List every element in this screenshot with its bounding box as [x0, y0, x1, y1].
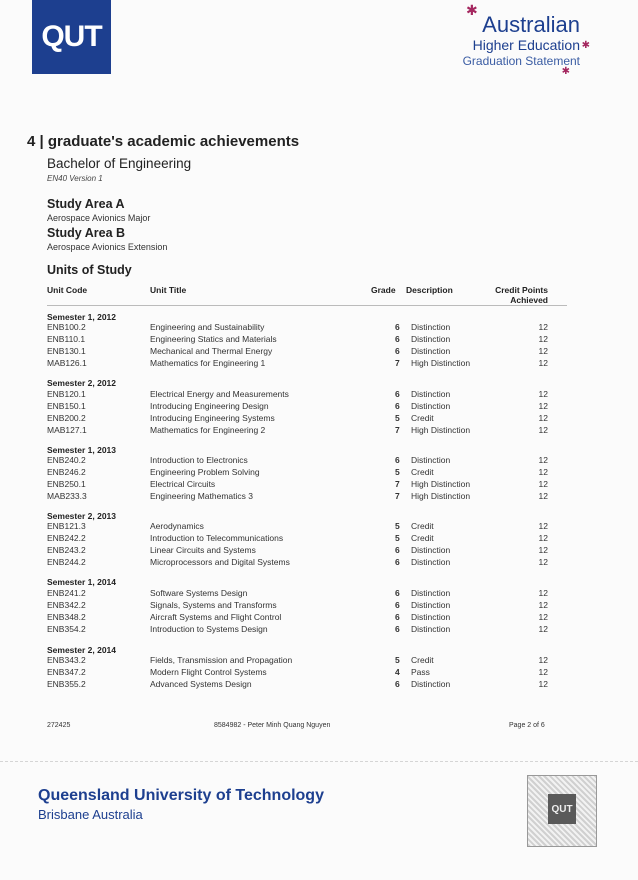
qut-security-seal: [527, 775, 597, 847]
unit-description: Credit: [411, 521, 434, 531]
unit-grade: 6: [395, 679, 400, 689]
unit-grade: 6: [395, 545, 400, 555]
footer-page: Page 2 of 6: [509, 722, 545, 729]
unit-title: Aircraft Systems and Flight Control: [150, 612, 282, 622]
unit-credit-points: 12: [538, 667, 548, 677]
semester-label: Semester 1, 2012: [47, 312, 116, 322]
table-row: [47, 557, 567, 569]
table-row: [47, 467, 567, 479]
table-row: [47, 600, 567, 612]
unit-code: MAB127.1: [47, 425, 87, 435]
unit-code: ENB342.2: [47, 600, 86, 610]
header-unit-title: Unit Title: [150, 285, 187, 295]
table-row: [47, 334, 567, 346]
table-row: [47, 479, 567, 491]
unit-title: Microprocessors and Digital Systems: [150, 557, 290, 567]
unit-description: Distinction: [411, 346, 451, 356]
star-icon: ✱: [561, 66, 570, 77]
table-row: [47, 521, 567, 533]
unit-credit-points: 12: [538, 600, 548, 610]
unit-title: Introduction to Systems Design: [150, 624, 268, 634]
table-row: [47, 413, 567, 425]
table-row: [47, 612, 567, 624]
unit-description: Credit: [411, 413, 434, 423]
unit-credit-points: 12: [538, 334, 548, 344]
australian-higher-education-logo: [380, 2, 590, 77]
unit-credit-points: 12: [538, 401, 548, 411]
star-icon: ✱: [466, 2, 478, 18]
unit-credit-points: 12: [538, 455, 548, 465]
table-row: [47, 624, 567, 636]
university-location: Brisbane Australia: [38, 807, 143, 822]
ahe-line-1: Australian: [482, 12, 580, 37]
unit-code: ENB243.2: [47, 545, 86, 555]
ahe-line-3: Graduation Statement: [462, 54, 580, 68]
units-of-study-label: Units of Study: [47, 263, 132, 277]
unit-title: Modern Flight Control Systems: [150, 667, 267, 677]
unit-description: High Distinction: [411, 479, 471, 489]
study-area-a-label: Study Area A: [47, 197, 125, 211]
unit-code: ENB250.1: [47, 479, 86, 489]
unit-credit-points: 12: [538, 467, 548, 477]
unit-code: ENB246.2: [47, 467, 86, 477]
unit-credit-points: 12: [538, 612, 548, 622]
table-row: [47, 588, 567, 600]
unit-code: ENB348.2: [47, 612, 86, 622]
semester-label: Semester 1, 2013: [47, 445, 116, 455]
header-credit-points-line2: Achieved: [510, 295, 548, 305]
unit-description: Distinction: [411, 600, 451, 610]
unit-grade: 6: [395, 322, 400, 332]
footer-student: 8584982 - Peter Minh Quang Nguyen: [214, 722, 331, 729]
unit-description: High Distinction: [411, 425, 471, 435]
unit-title: Engineering and Sustainability: [150, 322, 265, 332]
unit-code: ENB347.2: [47, 667, 86, 677]
unit-description: Distinction: [411, 557, 451, 567]
table-row: [47, 455, 567, 467]
unit-credit-points: 12: [538, 413, 548, 423]
unit-description: High Distinction: [411, 358, 471, 368]
unit-grade: 5: [395, 655, 400, 665]
unit-grade: 6: [395, 612, 400, 622]
unit-code: ENB120.1: [47, 389, 86, 399]
unit-code: ENB240.2: [47, 455, 86, 465]
study-area-b-value: Aerospace Avionics Extension: [47, 242, 168, 252]
unit-grade: 7: [395, 479, 400, 489]
unit-code: ENB343.2: [47, 655, 86, 665]
unit-description: Distinction: [411, 322, 451, 332]
unit-code: ENB354.2: [47, 624, 86, 634]
table-row: [47, 655, 567, 667]
unit-credit-points: 12: [538, 533, 548, 543]
university-name: Queensland University of Technology: [38, 787, 324, 804]
unit-code: MAB126.1: [47, 358, 87, 368]
unit-description: Distinction: [411, 679, 451, 689]
unit-code: ENB121.3: [47, 521, 86, 531]
table-row: [47, 667, 567, 679]
footer-id: 272425: [47, 722, 71, 729]
unit-code: ENB241.2: [47, 588, 86, 598]
table-row: [47, 401, 567, 413]
header-grade: Grade: [371, 285, 396, 295]
table-row: [47, 533, 567, 545]
unit-code: MAB233.3: [47, 491, 87, 501]
unit-credit-points: 12: [538, 624, 548, 634]
unit-grade: 5: [395, 533, 400, 543]
unit-title: Mathematics for Engineering 1: [150, 358, 266, 368]
unit-description: High Distinction: [411, 491, 471, 501]
header-description: Description: [406, 285, 453, 295]
unit-credit-points: 12: [538, 588, 548, 598]
unit-title: Engineering Mathematics 3: [150, 491, 254, 501]
unit-description: Credit: [411, 467, 434, 477]
unit-grade: 5: [395, 521, 400, 531]
table-row: [47, 545, 567, 557]
unit-credit-points: 12: [538, 346, 548, 356]
section-title: 4 | graduate's academic achievements: [27, 133, 300, 150]
semester-label: Semester 2, 2014: [47, 645, 116, 655]
unit-description: Distinction: [411, 389, 451, 399]
unit-title: Introduction to Telecommunications: [150, 533, 284, 543]
qut-logo: [32, 0, 111, 74]
header-unit-code: Unit Code: [47, 285, 88, 295]
qut-logo-text: QUT: [41, 20, 102, 53]
unit-description: Distinction: [411, 401, 451, 411]
unit-grade: 6: [395, 346, 400, 356]
unit-grade: 6: [395, 334, 400, 344]
ahe-line-2: Higher Education: [472, 37, 580, 53]
unit-code: ENB355.2: [47, 679, 86, 689]
unit-code: ENB244.2: [47, 557, 86, 567]
unit-code: ENB130.1: [47, 346, 86, 356]
unit-description: Distinction: [411, 612, 451, 622]
unit-grade: 6: [395, 455, 400, 465]
unit-description: Credit: [411, 655, 434, 665]
unit-code: ENB242.2: [47, 533, 86, 543]
table-row: [47, 358, 567, 370]
unit-grade: 7: [395, 358, 400, 368]
unit-grade: 4: [395, 667, 400, 677]
unit-credit-points: 12: [538, 479, 548, 489]
unit-grade: 6: [395, 624, 400, 634]
page-divider: [0, 761, 638, 762]
unit-grade: 7: [395, 425, 400, 435]
unit-title: Mechanical and Thermal Energy: [150, 346, 273, 356]
unit-description: Credit: [411, 533, 434, 543]
unit-credit-points: 12: [538, 679, 548, 689]
header-credit-points-line1: Credit Points: [495, 285, 548, 295]
unit-code: ENB110.1: [47, 334, 86, 344]
unit-code: ENB100.2: [47, 322, 86, 332]
unit-title: Introducing Engineering Design: [150, 401, 269, 411]
degree-name: Bachelor of Engineering: [47, 156, 192, 171]
unit-title: Introducing Engineering Systems: [150, 413, 275, 423]
unit-description: Distinction: [411, 455, 451, 465]
unit-credit-points: 12: [538, 557, 548, 567]
study-area-a-value: Aerospace Avionics Major: [47, 213, 151, 223]
unit-title: Advanced Systems Design: [150, 679, 252, 689]
unit-credit-points: 12: [538, 425, 548, 435]
unit-grade: 5: [395, 467, 400, 477]
unit-credit-points: 12: [538, 655, 548, 665]
table-row: [47, 346, 567, 358]
study-area-b-label: Study Area B: [47, 226, 126, 240]
unit-credit-points: 12: [538, 322, 548, 332]
unit-description: Pass: [411, 667, 430, 677]
unit-code: ENB150.1: [47, 401, 86, 411]
unit-description: Distinction: [411, 588, 451, 598]
unit-grade: 6: [395, 600, 400, 610]
unit-credit-points: 12: [538, 521, 548, 531]
unit-grade: 6: [395, 557, 400, 567]
table-row: [47, 425, 567, 437]
star-icon: ✱: [581, 40, 590, 51]
unit-title: Linear Circuits and Systems: [150, 545, 256, 555]
unit-title: Aerodynamics: [150, 521, 204, 531]
unit-credit-points: 12: [538, 389, 548, 399]
header-credit-points: [495, 285, 548, 305]
unit-title: Software Systems Design: [150, 588, 248, 598]
unit-title: Introduction to Electronics: [150, 455, 248, 465]
unit-title: Signals, Systems and Transforms: [150, 600, 277, 610]
table-row: [47, 389, 567, 401]
semester-label: Semester 2, 2013: [47, 511, 116, 521]
seal-logo: [548, 794, 576, 824]
degree-version: EN40 Version 1: [47, 174, 103, 183]
unit-grade: 6: [395, 389, 400, 399]
table-row: [47, 322, 567, 334]
semester-label: Semester 2, 2012: [47, 378, 116, 388]
unit-grade: 7: [395, 491, 400, 501]
unit-description: Distinction: [411, 334, 451, 344]
table-row: [47, 491, 567, 503]
semester-label: Semester 1, 2014: [47, 577, 116, 587]
unit-description: Distinction: [411, 624, 451, 634]
unit-grade: 5: [395, 413, 400, 423]
unit-credit-points: 12: [538, 545, 548, 555]
unit-credit-points: 12: [538, 491, 548, 501]
unit-title: Engineering Statics and Materials: [150, 334, 277, 344]
table-row: [47, 679, 567, 691]
unit-description: Distinction: [411, 545, 451, 555]
unit-credit-points: 12: [538, 358, 548, 368]
unit-title: Electrical Energy and Measurements: [150, 389, 289, 399]
unit-code: ENB200.2: [47, 413, 86, 423]
unit-grade: 6: [395, 401, 400, 411]
unit-grade: 6: [395, 588, 400, 598]
unit-title: Engineering Problem Solving: [150, 467, 260, 477]
seal-text: QUT: [551, 803, 573, 815]
unit-title: Fields, Transmission and Propagation: [150, 655, 293, 665]
unit-title: Electrical Circuits: [150, 479, 216, 489]
unit-title: Mathematics for Engineering 2: [150, 425, 266, 435]
header-divider: [47, 305, 567, 306]
